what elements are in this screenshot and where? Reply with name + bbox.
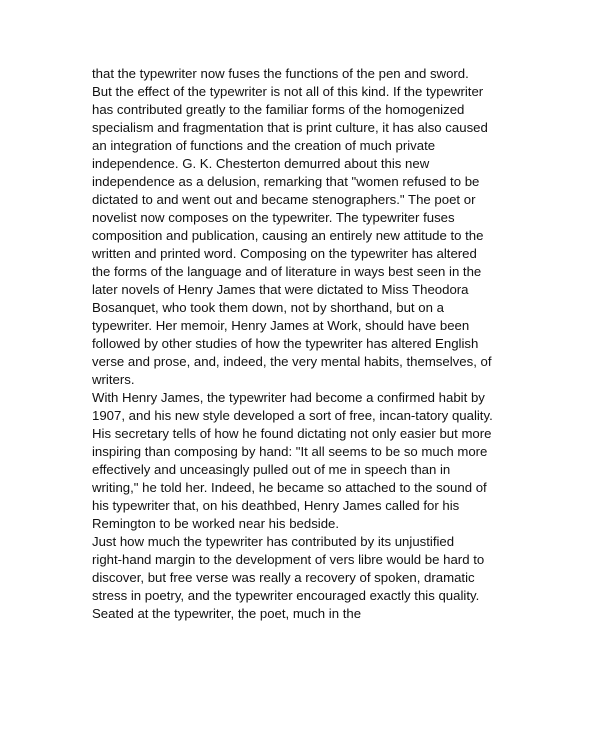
text-line: His secretary tells of how he found dictating not only easier but more — [92, 426, 492, 441]
text-line: written and printed word. Composing on the typewriter has altered — [92, 246, 477, 261]
text-line: writing," he told her. Indeed, he became so attached to the sound of — [92, 480, 487, 495]
body-text — [92, 65, 522, 623]
text-line: followed by other studies of how the typewriter has altered English — [92, 336, 479, 351]
text-line: typewriter. Her memoir, Henry James at Work, should have been — [92, 318, 470, 333]
text-line: Remington to be worked near his bedside. — [92, 516, 340, 531]
text-line: Seated at the typewriter, the poet, much in the — [92, 606, 362, 621]
text-line: an integration of functions and the creation of much private — [92, 138, 436, 153]
text-line: Just how much the typewriter has contributed by its unjustified — [92, 534, 455, 549]
text-line: novelist now composes on the typewriter. The typewriter fuses — [92, 210, 455, 225]
text-line: the forms of the language and of literature in ways best seen in the — [92, 264, 482, 279]
text-line: later novels of Henry James that were dictated to Miss Theodora — [92, 282, 469, 297]
text-line: But the effect of the typewriter is not all of this kind. If the typewriter — [92, 84, 484, 99]
text-line: independence as a delusion, remarking that "women refused to be — [92, 174, 480, 189]
text-line: Bosanquet, who took them down, not by shorthand, but on a — [92, 300, 444, 315]
text-line: has contributed greatly to the familiar forms of the homogenized — [92, 102, 465, 117]
text-line: specialism and fragmentation that is print culture, it has also caused — [92, 120, 488, 135]
text-line: independence. G. K. Chesterton demurred about this new — [92, 156, 430, 171]
text-line: effectively and unceasingly pulled out of me in speech than in — [92, 462, 451, 477]
text-line: right-hand margin to the development of vers libre would be hard to — [92, 552, 485, 567]
text-line: dictated to and went out and became stenographers." The poet or — [92, 192, 476, 207]
text-line: verse and prose, and, indeed, the very mental habits, themselves, of — [92, 354, 492, 369]
text-line: that the typewriter now fuses the functions of the pen and sword. — [92, 66, 469, 81]
text-line: composition and publication, causing an entirely new attitude to the — [92, 228, 484, 243]
text-line: 1907, and his new style developed a sort of free, incan-tatory quality. — [92, 408, 493, 423]
text-line: his typewriter that, on his deathbed, Henry James called for his — [92, 498, 460, 513]
text-line: discover, but free verse was really a recovery of spoken, dramatic — [92, 570, 475, 585]
text-line: With Henry James, the typewriter had become a confirmed habit by — [92, 390, 485, 405]
text-line: inspiring than composing by hand: "It all seems to be so much more — [92, 444, 488, 459]
text-line: writers. — [92, 372, 135, 387]
text-line: stress in poetry, and the typewriter encouraged exactly this quality. — [92, 588, 480, 603]
